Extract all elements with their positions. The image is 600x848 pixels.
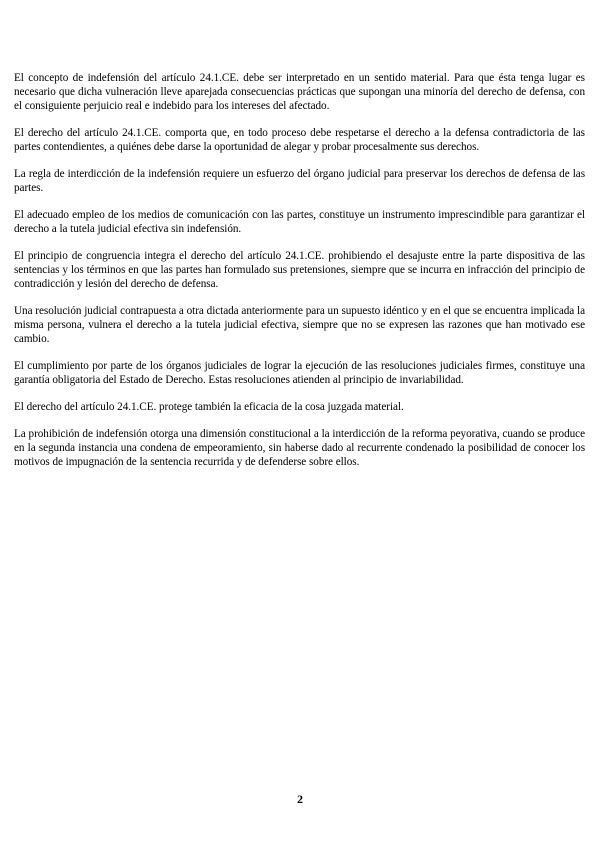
paragraph: La prohibición de indefensión otorga una dimensión constitucional a la interdicción de la reforma peyorativa, cuando se produce en la segunda instancia una condena de empeoramiento, sin haberse dado al recurrente condenado la posibilidad de conocer los motivos de impugnación de la sentencia recurrida y de defenderse sobre ellos. xyxy=(14,428,585,468)
paragraph: El derecho del artículo 24.1.CE. protege también la eficacia de la cosa juzgada material. xyxy=(14,401,404,413)
paragraph: El adecuado empleo de los medios de comunicación con las partes, constituye un instrumento imprescindible para garantizar el derecho a la tutela judicial efectiva sin indefensión. xyxy=(14,209,585,235)
paragraph: El cumplimiento por parte de los órganos judiciales de lograr la ejecución de las resoluciones judiciales firmes, constituye una garantía obligatoria del Estado de Derecho. Estas resoluciones atienden al principio de invariabilidad. xyxy=(14,360,585,386)
paragraph: El concepto de indefensión del artículo 24.1.CE. debe ser interpretado en un sentido material. Para que ésta tenga lugar es necesario que dicha vulneración lleve aparejada consecuencias prácticas que supongan una minoría del derecho de defensa, con el consiguiente perjuicio real e indebido para los intereses del afectado. xyxy=(14,72,585,112)
paragraph: El principio de congruencia integra el derecho del artículo 24.1.CE. prohibiendo el desajuste entre la parte dispositiva de las sentencias y los términos en que las partes han formulado sus pretensiones, siempre que se incurra en infracción del principio de contradicción y lesión del derecho de defensa. xyxy=(14,250,585,290)
document-body xyxy=(14,71,585,482)
page-number: 2 xyxy=(297,792,303,806)
paragraph: El derecho del artículo 24.1.CE. comporta que, en todo proceso debe respetarse el derecho a la defensa contradictoria de las partes contendientes, a quiénes debe darse la oportunidad de alegar y probar procesalmente sus derechos. xyxy=(14,127,585,153)
paragraph: La regla de interdicción de la indefensión requiere un esfuerzo del órgano judicial para preservar los derechos de defensa de las partes. xyxy=(14,168,585,194)
paragraph: Una resolución judicial contrapuesta a otra dictada anteriormente para un supuesto idéntico y en el que se encuentra implicada la misma persona, vulnera el derecho a la tutela judicial efectiva, siempre que no se expresen las razones que han motivado ese cambio. xyxy=(14,305,585,345)
